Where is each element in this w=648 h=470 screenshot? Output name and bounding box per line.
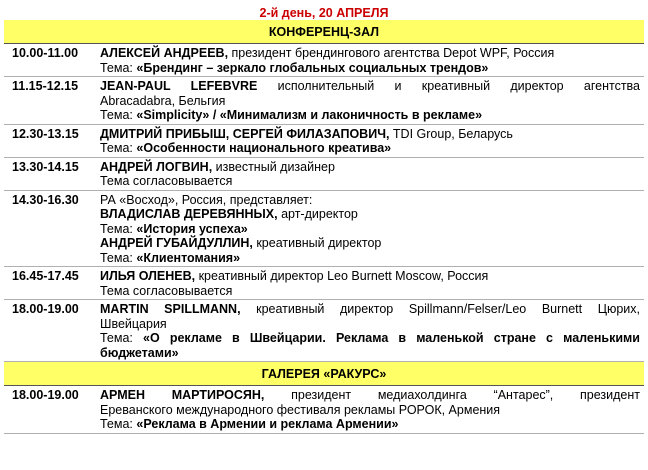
speaker-line <box>100 236 640 251</box>
speaker-line <box>100 79 640 94</box>
topic-line <box>100 141 640 156</box>
speaker-line <box>100 207 640 222</box>
section-header-conference-hall: КОНФЕРЕНЦ-ЗАЛ <box>4 20 644 44</box>
topic-label: Тема: <box>100 141 137 155</box>
speaker-name: ВЛАДИСЛАВ ДЕРЕВЯННЫХ, <box>100 207 278 221</box>
schedule-row <box>4 77 644 125</box>
topic-title: «История успеха» <box>136 221 248 236</box>
topic-note: Тема согласовывается <box>100 174 233 188</box>
topic-label: Тема: <box>100 108 137 122</box>
topic-note: Тема согласовывается <box>100 283 233 298</box>
time-slot: 14.30-16.30 <box>12 192 79 207</box>
speaker-line <box>100 269 640 284</box>
session-info <box>100 388 644 432</box>
session-info <box>100 160 644 189</box>
topic-title: «Реклама в Армении и реклама Армении» <box>136 417 399 431</box>
schedule-row <box>4 125 644 158</box>
topic-title: «О рекламе в Швейцарии. Реклама в маленькой стране с маленькими <box>143 331 640 345</box>
topic-line <box>100 417 640 432</box>
schedule-row <box>4 267 644 300</box>
time-slot: 11.15-12.15 <box>12 79 79 93</box>
schedule-row <box>4 300 644 362</box>
session-info <box>100 302 644 360</box>
topic-title-continued: бюджетами» <box>100 345 179 360</box>
topic-line <box>100 61 640 76</box>
topic-title: «Simplicity» / «Минимализм и лаконичность в рекламе» <box>136 108 483 122</box>
speaker-name: АЛЕКСЕЙ АНДРЕЕВ, <box>100 46 229 60</box>
speaker-role: исполнительный и креативный директор агентства <box>257 79 641 93</box>
speaker-role: президент медиахолдинга “Антарес”, президент <box>264 388 640 402</box>
topic-label: Тема: <box>100 60 137 75</box>
speaker-role: президент брендингового агентства Depot WPF, Россия <box>228 46 555 60</box>
time-slot: 12.30-13.15 <box>12 126 79 141</box>
topic-line <box>100 251 640 266</box>
speaker-role: креативный директор Spillmann/Felser/Leo Burnett Цюрих, <box>240 302 640 316</box>
topic-title: «Особенности национального креатива» <box>136 141 392 155</box>
speaker-role-continued: Швейцария <box>100 316 167 331</box>
speaker-role: TDI Group, Беларусь <box>389 126 513 141</box>
topic-title: «Клиентомания» <box>136 250 241 265</box>
speaker-line <box>100 46 640 61</box>
schedule-row <box>4 191 644 268</box>
topic-label: Тема: <box>100 331 144 345</box>
time-slot: 13.30-14.15 <box>12 159 79 174</box>
speaker-line <box>100 127 640 142</box>
schedule-row <box>4 386 644 434</box>
schedule-row <box>4 44 644 77</box>
section-header-gallery: ГАЛЕРЕЯ «РАКУРС» <box>4 362 644 386</box>
speaker-name: ДМИТРИЙ ПРИБЫШ, СЕРГЕЙ ФИЛАЗАПОВИЧ, <box>100 126 390 141</box>
topic-line <box>100 331 640 346</box>
speaker-role-continued: Abracadabra, Бельгия <box>100 93 226 108</box>
speaker-line <box>100 302 640 317</box>
session-info <box>100 79 644 123</box>
topic-title: «Брендинг – зеркало глобальных социальных трендов» <box>136 60 489 75</box>
presenter-line: РА «Восход», Россия, представляет: <box>100 192 313 207</box>
speaker-line <box>100 388 640 403</box>
speaker-role: арт-директор <box>277 207 358 221</box>
topic-label: Тема: <box>100 417 137 431</box>
topic-line <box>100 222 640 237</box>
topic-label: Тема: <box>100 221 137 236</box>
speaker-name: АРМЕН МАРТИРОСЯН, <box>100 388 265 402</box>
session-info <box>100 193 644 266</box>
day-title: 2-й день, 20 АПРЕЛЯ <box>259 6 389 20</box>
time-slot: 10.00-11.00 <box>12 46 79 60</box>
speaker-role-continued: Ереванского международного фестиваля рекламы РОРОК, Армения <box>100 402 501 417</box>
schedule-row <box>4 158 644 191</box>
speaker-name: АНДРЕЙ ЛОГВИН, <box>100 159 213 174</box>
time-slot: 18.00-19.00 <box>12 388 79 402</box>
topic-line <box>100 108 640 123</box>
session-info <box>100 127 644 156</box>
session-info <box>100 46 644 75</box>
speaker-name: MARTIN SPILLMANN, <box>100 302 241 316</box>
speaker-name: АНДРЕЙ ГУБАЙДУЛЛИН, <box>100 236 253 250</box>
speaker-name: JEAN-PAUL LEFEBVRE <box>100 79 258 93</box>
time-slot: 16.45-17.45 <box>12 269 79 283</box>
speaker-role: креативный директор Leo Burnett Moscow, Россия <box>195 269 489 283</box>
speaker-role: известный дизайнер <box>212 159 335 174</box>
speaker-role: креативный директор <box>252 236 382 250</box>
session-info <box>100 269 644 298</box>
topic-label: Тема: <box>100 250 137 265</box>
time-slot: 18.00-19.00 <box>12 302 79 316</box>
speaker-name: ИЛЬЯ ОЛЕНЕВ, <box>100 269 196 283</box>
speaker-line <box>100 160 640 175</box>
